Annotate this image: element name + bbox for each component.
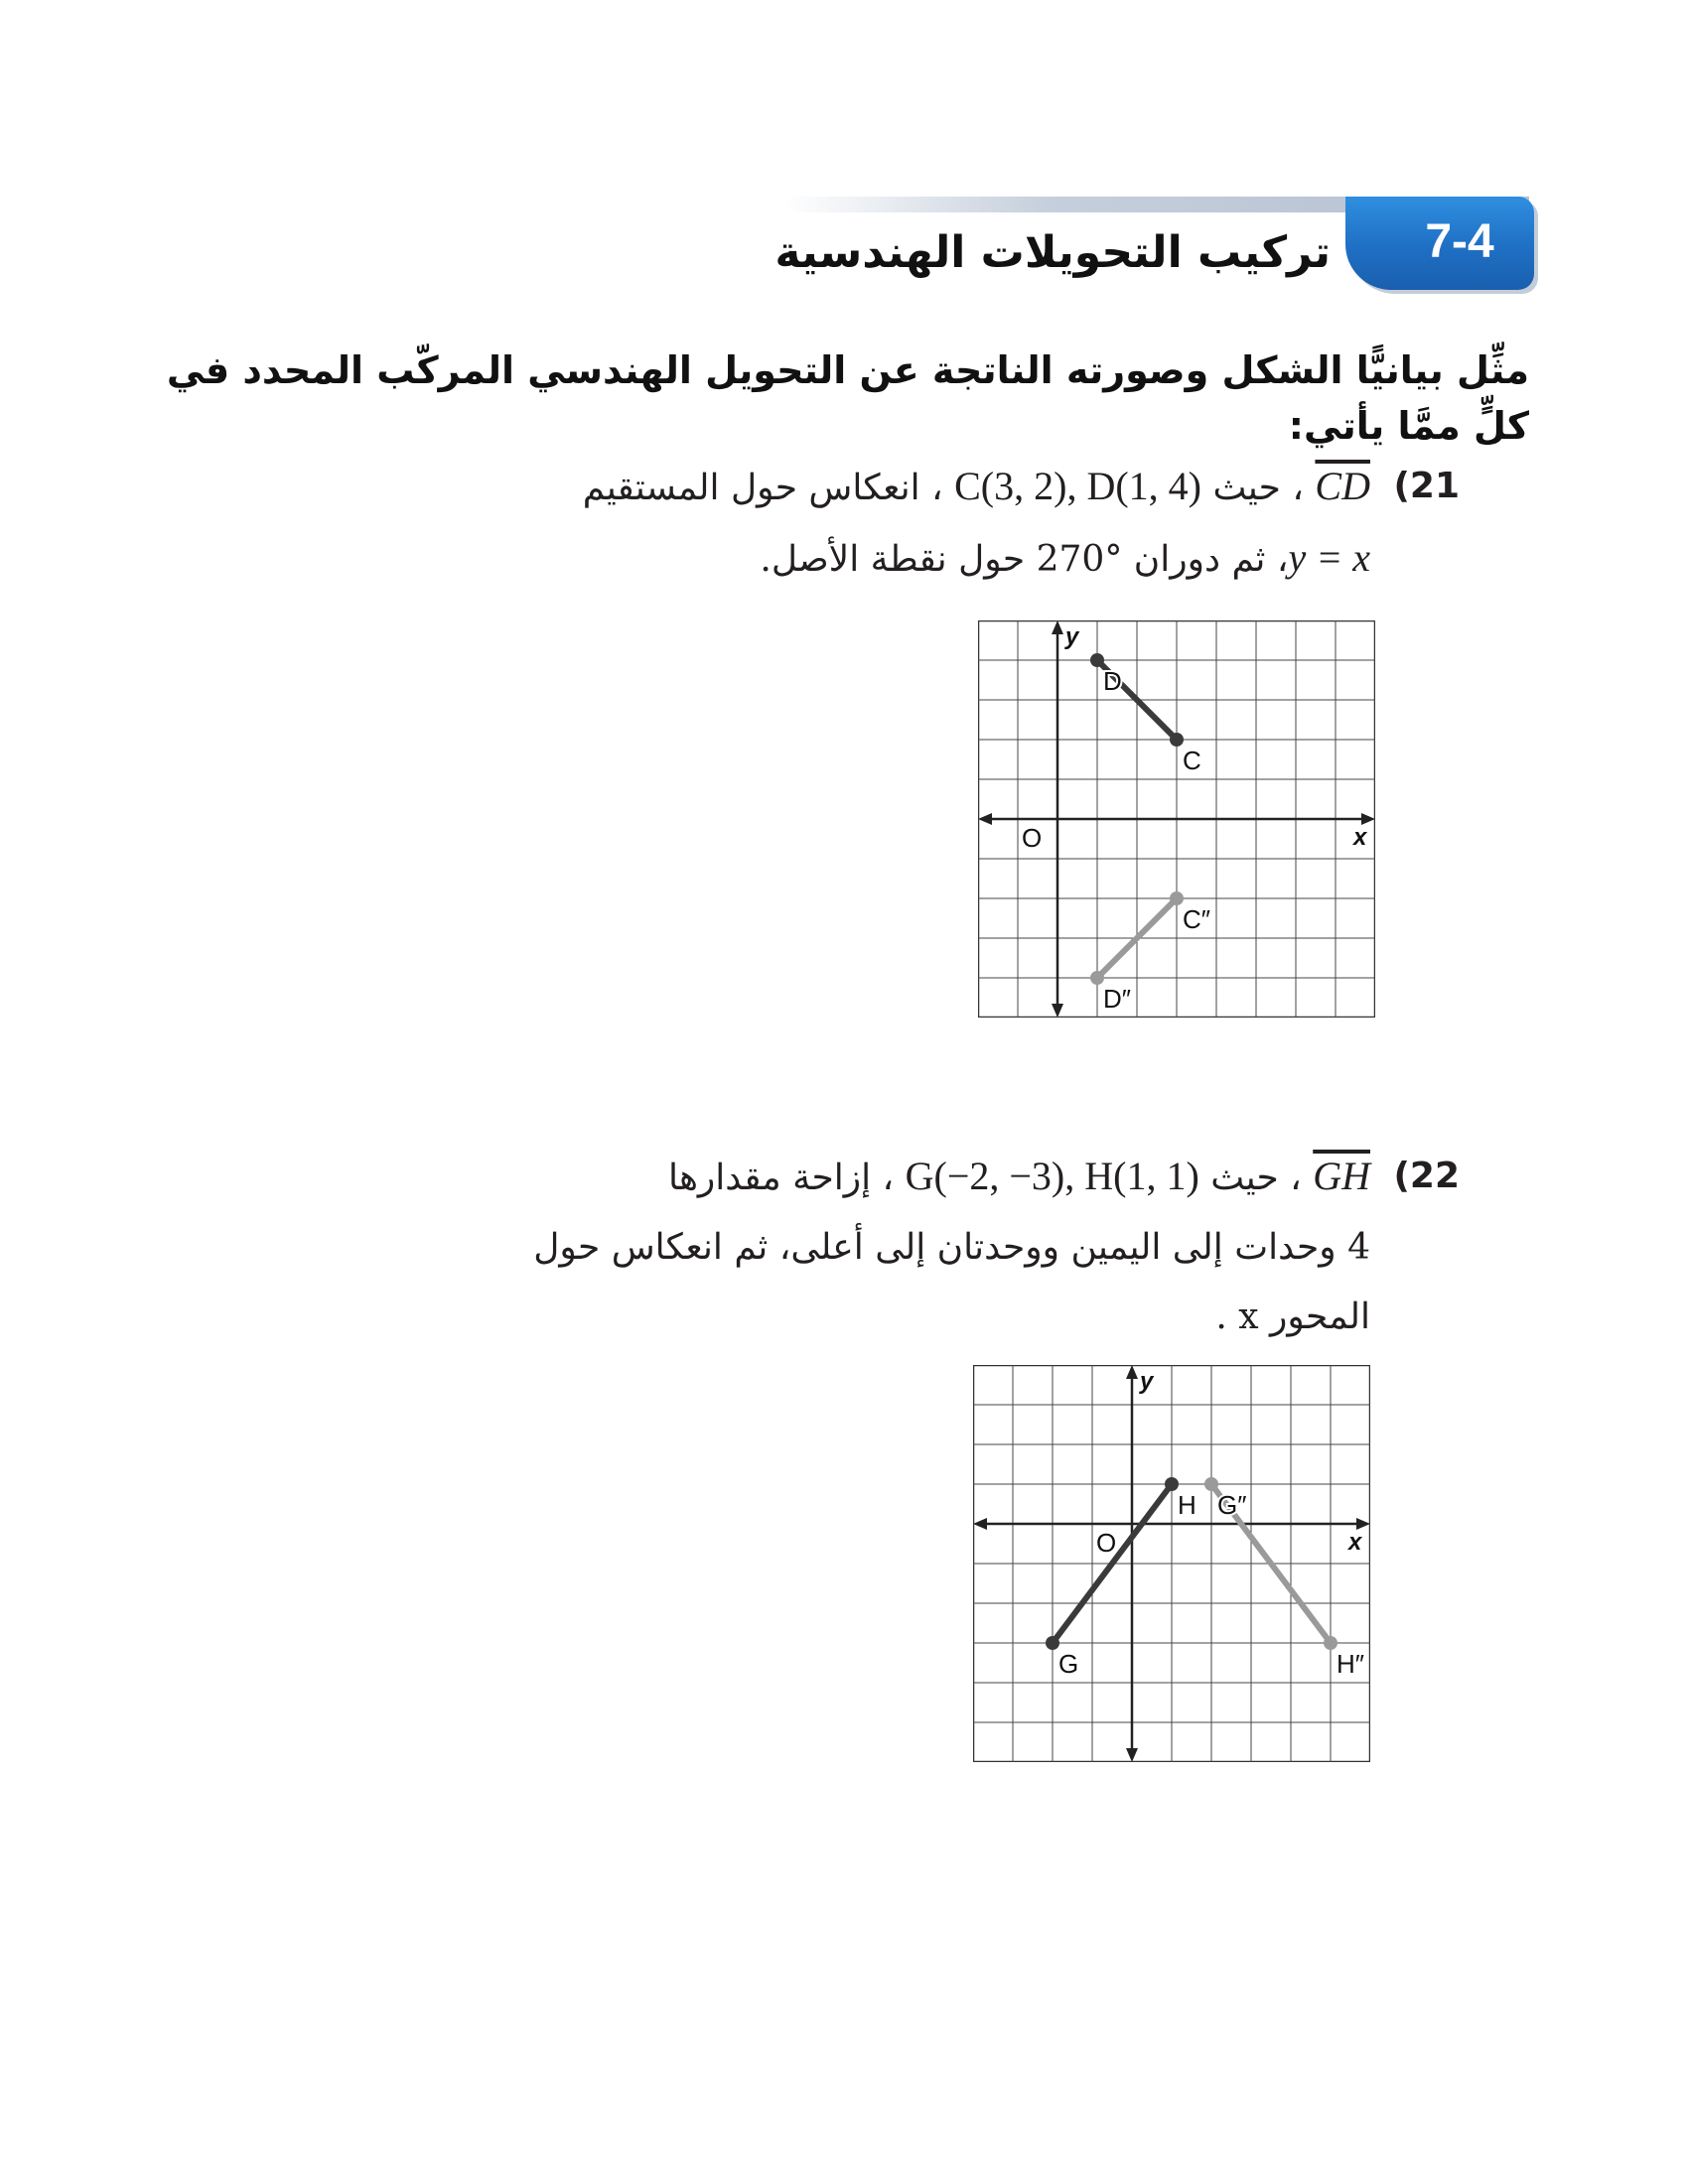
segment-name: $\overline{GH}$ [1313,1154,1370,1198]
graph-22 [973,1365,1370,1762]
points-text: G(−2, −3), H(1, 1) [905,1154,1199,1198]
point-H [1165,1477,1179,1491]
segment-name: $\overline{CD}$ [1315,464,1370,508]
graph-21 [978,620,1375,1018]
point-label: G [1058,1649,1079,1679]
lesson-number: 7-4 [1425,215,1494,268]
point-label: D [1103,666,1122,696]
point-label: C [1183,746,1201,775]
point-H″ [1324,1636,1337,1650]
problem-number: 21) [1393,466,1460,506]
point-label: G″ [1217,1490,1247,1520]
origin-label: O [1096,1528,1117,1558]
text-pre: ، حيث [1210,1158,1302,1198]
text-post: ، ثم دوران °270 حول نقطة الأصل. [760,539,1289,580]
point-G [1046,1636,1059,1650]
point-label: H [1178,1490,1196,1520]
problem-line-1 [377,452,1370,523]
y-axis-label: y [1065,623,1079,650]
text-pre: ، حيث [1212,468,1304,508]
point-C″ [1170,891,1184,905]
problem-line-2 [377,523,1370,595]
text-mid: ، انعكاس حول المستقيم [582,468,943,508]
origin-label: O [1022,823,1043,853]
point-D″ [1090,971,1104,985]
point-label: H″ [1336,1649,1364,1679]
x-axis-label: x [1348,1529,1362,1556]
point-label: C″ [1183,904,1210,934]
problem-line-3: المحور x . [1215,1297,1370,1337]
problem-number: 22) [1393,1156,1460,1196]
point-G″ [1204,1477,1218,1491]
points-text: C(3, 2), D(1, 4) [954,464,1201,508]
x-axis-label: x [1353,824,1367,851]
equation: y = x [1288,535,1370,580]
text-mid: ، إزاحة مقدارها [667,1158,895,1198]
problem-21 [377,452,1460,595]
problem-line-2: 4 وحدات إلى اليمين ووحدتان إلى أعلى، ثم انعكاس حول [533,1227,1370,1268]
point-D [1090,653,1104,667]
y-axis-label: y [1140,1368,1154,1395]
point-label: D″ [1103,984,1131,1014]
point-C [1170,733,1184,747]
problem-22 [397,1142,1460,1352]
lesson-title: تركيب التحويلات الهندسية [774,227,1331,278]
problem-line-1 [397,1142,1370,1213]
instruction-text: مثِّل بيانيًّا الشكل وصورته الناتجة عن التحويل الهندسي المركّب المحدد في كلٍّ ممَّا يأتي: [166,348,1529,448]
